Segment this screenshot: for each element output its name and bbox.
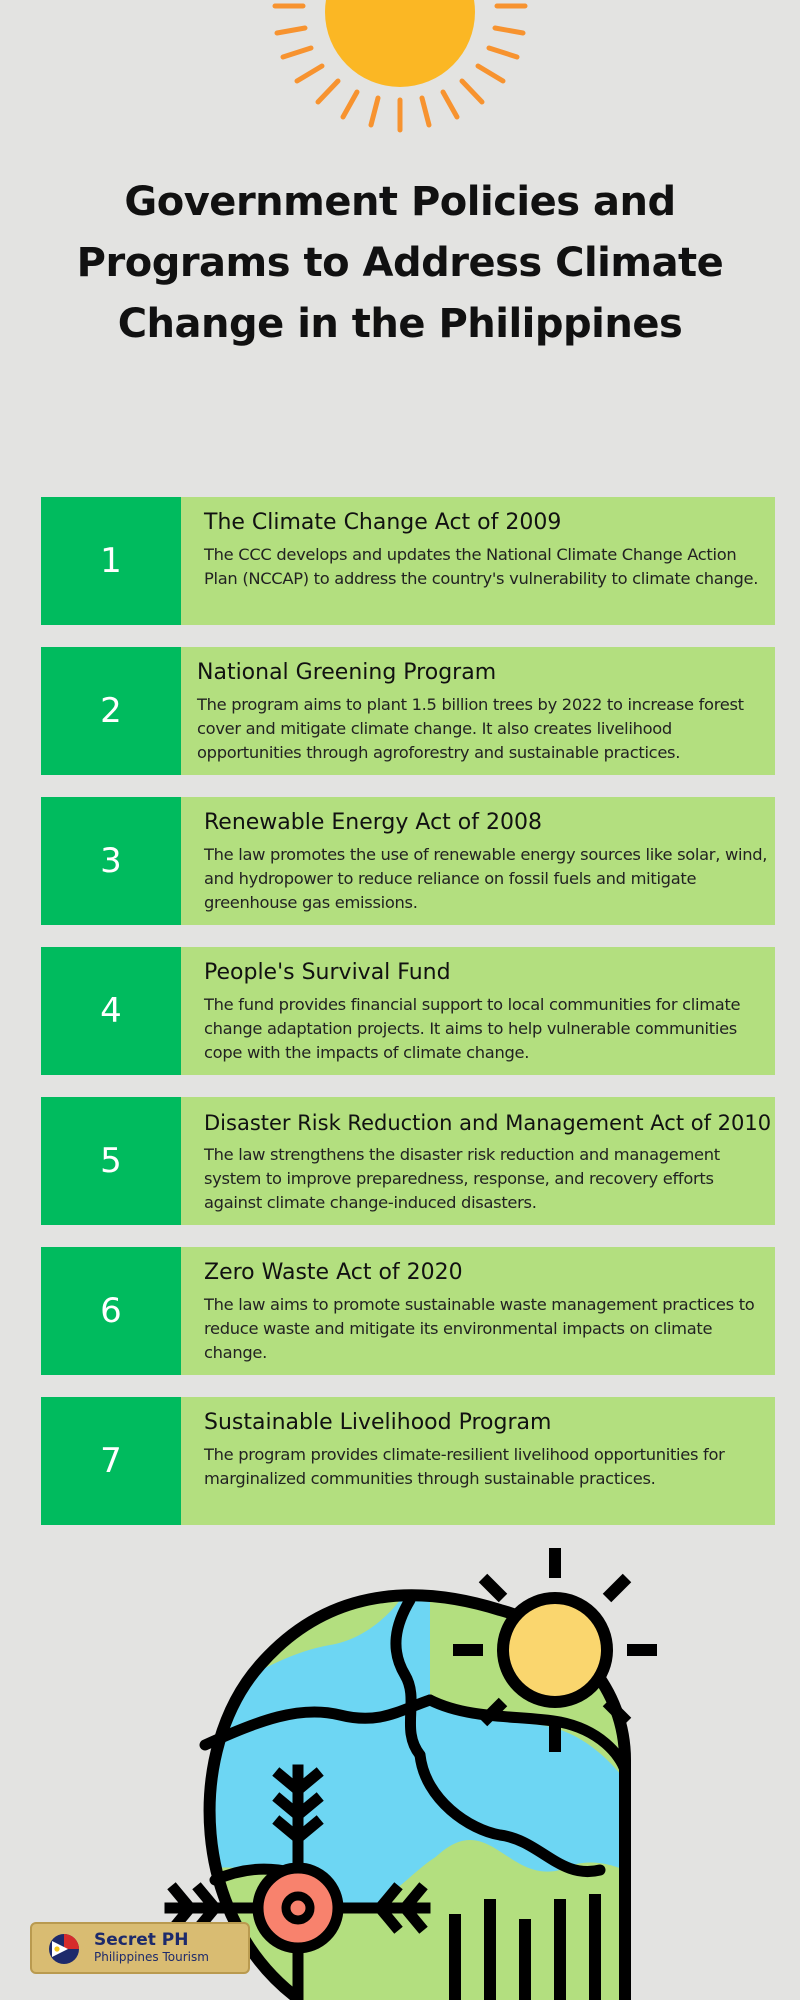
list-item <box>41 1097 775 1225</box>
item-title: People's Survival Fund <box>204 960 451 985</box>
item-title: Renewable Energy Act of 2008 <box>204 810 542 835</box>
item-title: Disaster Risk Reduction and Management Act of 2010 <box>204 1111 772 1135</box>
item-description: The fund provides financial support to local communities for climate change adaptation projects. It aims to help vulnerable communities cope with the impacts of climate change. <box>204 995 741 1062</box>
item-description: The CCC develops and updates the National Climate Change Action Plan (NCCAP) to address the country's vulnerability to climate change. <box>204 545 759 588</box>
item-description: The law promotes the use of renewable energy sources like solar, wind, and hydropower to reduce reliance on fossil fuels and mitigate greenhouse gas emissions. <box>204 845 768 912</box>
number-badge <box>41 647 181 775</box>
item-content <box>181 647 775 775</box>
list-item <box>41 647 775 775</box>
item-description: The law aims to promote sustainable waste management practices to reduce waste and mitigate its environmental impacts on climate change. <box>204 1295 755 1362</box>
logo-name: Secret PH <box>94 1930 189 1950</box>
item-content <box>181 947 775 1075</box>
item-number: 6 <box>100 1291 122 1331</box>
list-item <box>41 497 775 625</box>
item-title: Zero Waste Act of 2020 <box>204 1260 463 1285</box>
item-content <box>181 1397 775 1525</box>
item-description: The program provides climate-resilient livelihood opportunities for marginalized communities through sustainable practices. <box>204 1445 725 1488</box>
number-badge <box>41 497 181 625</box>
list-item <box>41 1247 775 1375</box>
item-number: 4 <box>100 991 122 1031</box>
item-content <box>181 1097 775 1225</box>
item-number: 5 <box>100 1141 122 1181</box>
number-badge <box>41 1097 181 1225</box>
page-title: Government Policies and Programs to Address Climate Change in the Philippines <box>76 179 724 347</box>
logo-subtitle: Philippines Tourism <box>94 1950 209 1964</box>
number-badge <box>41 947 181 1075</box>
list-item <box>41 947 775 1075</box>
item-description: The law strengthens the disaster risk reduction and management system to improve preparedness, response, and recovery efforts against climate change-induced disasters. <box>204 1145 720 1212</box>
item-content <box>181 797 775 925</box>
number-badge <box>41 797 181 925</box>
number-badge <box>41 1247 181 1375</box>
item-number: 1 <box>100 541 122 581</box>
item-description: The program aims to plant 1.5 billion trees by 2022 to increase forest cover and mitigate climate change. It also creates livelihood opportunities through agroforestry and sustainable practices. <box>197 695 744 762</box>
item-content <box>181 497 775 625</box>
number-badge <box>41 1397 181 1525</box>
sun-icon <box>0 0 800 140</box>
item-number: 7 <box>100 1441 122 1481</box>
secret-ph-logo <box>30 1922 250 1974</box>
item-number: 2 <box>100 691 122 731</box>
item-title: National Greening Program <box>197 660 497 685</box>
item-number: 3 <box>100 841 122 881</box>
list-item <box>41 1397 775 1525</box>
policy-list <box>41 497 775 1547</box>
philippine-flag-icon <box>48 1933 80 1965</box>
item-title: The Climate Change Act of 2009 <box>204 510 562 535</box>
list-item <box>41 797 775 925</box>
item-title: Sustainable Livelihood Program <box>204 1410 552 1435</box>
item-content <box>181 1247 775 1375</box>
